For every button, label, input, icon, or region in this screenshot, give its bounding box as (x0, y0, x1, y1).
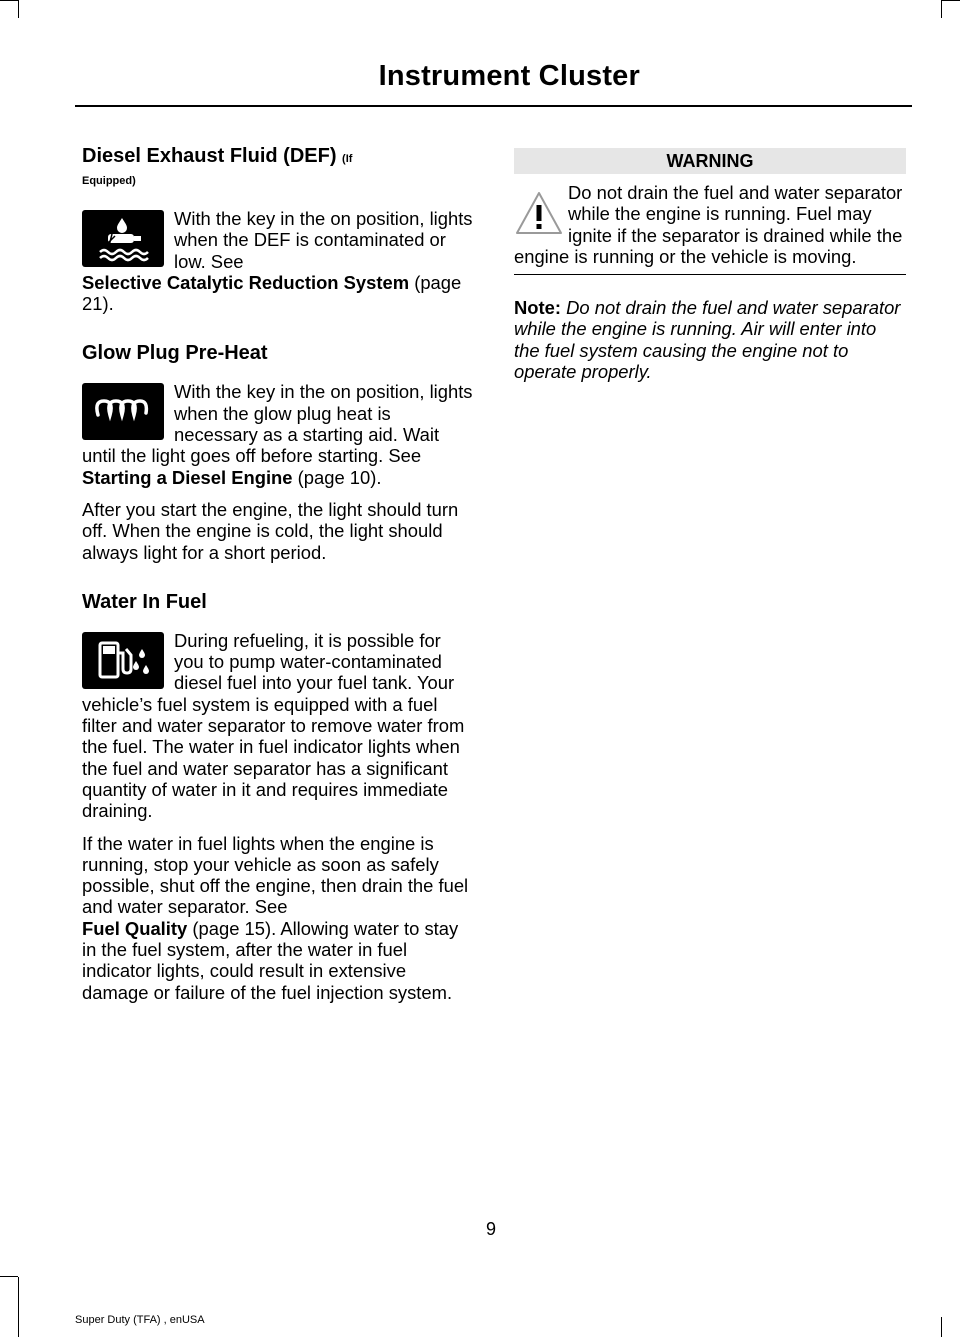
equipped-note: Equipped) (82, 175, 136, 187)
def-heading-suffix: (If (342, 153, 353, 165)
warning-triangle-icon (514, 190, 564, 238)
right-column (514, 148, 906, 382)
crop-mark (0, 1276, 18, 1277)
page-number: 9 (486, 1219, 497, 1239)
water-in-fuel-icon (82, 632, 164, 689)
glow-body: With the key in the on position, lights when the glow plug heat is necessary as a starting aid. Wait until the light goes off before starting. See Starting a Diesel Engine (page 10). (82, 381, 473, 488)
glow-section (82, 339, 475, 562)
header-rule (75, 105, 912, 107)
warning-text: Do not drain the fuel and water separator while the engine is running. Fuel may ignite if the separator is drained while the engine is running or the vehicle is moving. (514, 182, 903, 267)
crop-mark (18, 1277, 19, 1337)
crop-mark (941, 0, 942, 18)
def-ref-link[interactable]: Selective Catalytic Reduction System (82, 271, 410, 293)
water-paragraph-2: If the water in fuel lights when the engine is running, stop your vehicle as soon as safely possible, shut off the engine, then drain the fuel and water separator. See Fuel Quality (page 15). Allowing water to stay in the fuel system, after the water in fuel indicator lights, could result in extensive damage or failure of the fuel injection system. (82, 832, 469, 1003)
note (514, 297, 906, 382)
glow-ref-link[interactable]: Starting a Diesel Engine (82, 466, 293, 488)
crop-mark (941, 1317, 942, 1337)
def-fluid-icon (82, 210, 164, 267)
warning-box (514, 182, 906, 267)
def-section (82, 142, 475, 314)
crop-mark (942, 0, 960, 1)
glow-plug-icon (82, 383, 164, 440)
page-title: Instrument Cluster (378, 60, 640, 92)
def-body: With the key in the on position, lights when the DEF is contaminated or low. See Selective Catalytic Reduction System (page 21). (82, 208, 473, 315)
warning-rule (514, 274, 906, 275)
glow-paragraph-2: After you start the engine, the light should turn off. When the engine is cold, the light should always light for a short period. (82, 498, 459, 563)
section-heading (82, 142, 475, 173)
left-column (82, 142, 475, 1003)
note-text: Do not drain the fuel and water separator while the engine is running. Air will enter into the fuel system causing the engine not to operate properly. (514, 297, 901, 383)
footer-text: Super Duty (TFA) , enUSA (75, 1314, 205, 1326)
warning-title: WARNING (514, 148, 906, 174)
crop-mark (18, 0, 19, 18)
water-section (82, 588, 475, 1003)
glow-heading: Glow Plug Pre-Heat (82, 342, 268, 365)
crop-mark (0, 0, 18, 1)
def-heading: Diesel Exhaust Fluid (DEF) (82, 145, 337, 167)
water-body: During refueling, it is possible for you to pump water-contaminated diesel fuel into your fuel tank. Your vehicle’s fuel system is equipped with a fuel filter and water separator to remove water from the fuel. The water in fuel indicator lights when the fuel and water separator has a significant quantity of water in it and requires immediate draining. (82, 629, 465, 822)
water-ref-link[interactable]: Fuel Quality (82, 917, 188, 939)
water-heading: Water In Fuel (82, 590, 207, 613)
note-label: Note: (514, 297, 561, 319)
